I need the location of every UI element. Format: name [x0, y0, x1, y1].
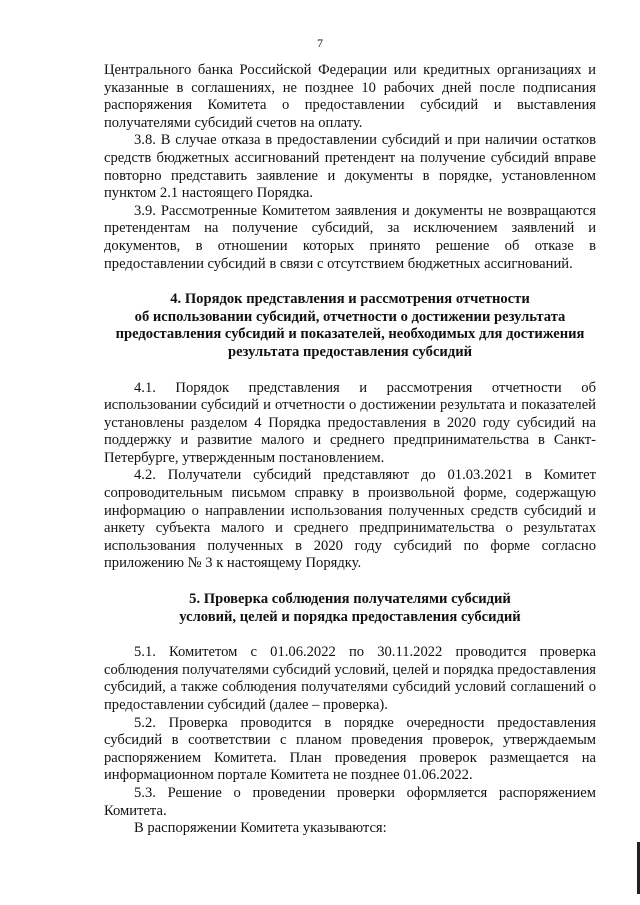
section-4-heading-line: об использовании субсидий, отчетности о достижении результата [134, 308, 566, 325]
section-4-heading [104, 291, 596, 361]
paragraph-4-1: 4.1. Порядок представления и рассмотрения отчетности об использовании субсидий и отчетности о достижении результата и показателей установлены разделом 4 Порядка предоставления в 2020 году субсидий на поддержку и развитие малого и среднего предпринимательства в Санкт-Петербурге, утвержденным постановлением. [104, 379, 596, 466]
page-number: 7 [317, 36, 323, 50]
paragraph-3-8: 3.8. В случае отказа в предоставлении субсидий и при наличии остатков средств бюджетных ассигнований претендент на получение субсидий вправе повторно представить заявление и документы в порядке, установленном пунктом 2.1 настоящего Порядка. [104, 132, 596, 202]
section-4-heading-line: результата предоставления субсидий [227, 343, 473, 360]
document-body [104, 62, 596, 838]
paragraph-5-1: 5.1. Комитетом с 01.06.2022 по 30.11.2022 проводится проверка соблюдения получателями субсидий условий, целей и порядка предоставления субсидий, а также соблюдения получателями субсидий условий соглашений о предоставлении субсидий (далее – проверка). [104, 644, 596, 713]
paragraph-4-2: 4.2. Получатели субсидий представляют до 01.03.2021 в Комитет сопроводительным письмом справку в произвольной форме, содержащую информацию о направлении использования полученных средств субсидий и анкету субъекта малого и среднего предпринимательства о результатах использования полученных в 2020 году субсидий по форме согласно приложению № 3 к настоящему Порядку. [104, 467, 596, 572]
paragraph-list-intro: В распоряжении Комитета указываются: [134, 820, 387, 837]
paragraph-3-9: 3.9. Рассмотренные Комитетом заявления и документы не возвращаются претендентам на получение субсидий, за исключением заявлений и документов, в отношении которых принято решение об отказе в предоставлении субсидий в связи с отсутствием бюджетных ассигнований. [104, 202, 596, 272]
section-4-heading-line: предоставления субсидий и показателей, необходимых для достижения [115, 326, 585, 343]
paragraph-5-3: 5.3. Решение о проведении проверки оформляется распоряжением Комитета. [104, 784, 596, 819]
section-4-heading-line: 4. Порядок представления и рассмотрения отчетности [170, 291, 530, 308]
section-5-heading-line: 5. Проверка соблюдения получателями субсидий [189, 591, 511, 608]
paragraph-continuation: Центрального банка Российской Федерации или кредитных организациях и указанные в соглашениях, не позднее 10 рабочих дней после подписания распоряжения Комитета о предоставлении субсидий и выставления получателями субсидий счетов на оплату. [104, 62, 596, 131]
paragraph-5-2: 5.2. Проверка проводится в порядке очередности предоставления субсидий в соответствии с планом проведения проверок, утверждаемым распоряжением Комитета. План проведения проверок размещается на информационном портале Комитета не позднее 01.06.2022. [104, 714, 596, 784]
section-5-heading [104, 591, 596, 626]
section-5-heading-line: условий, целей и порядка предоставления субсидий [179, 608, 521, 625]
